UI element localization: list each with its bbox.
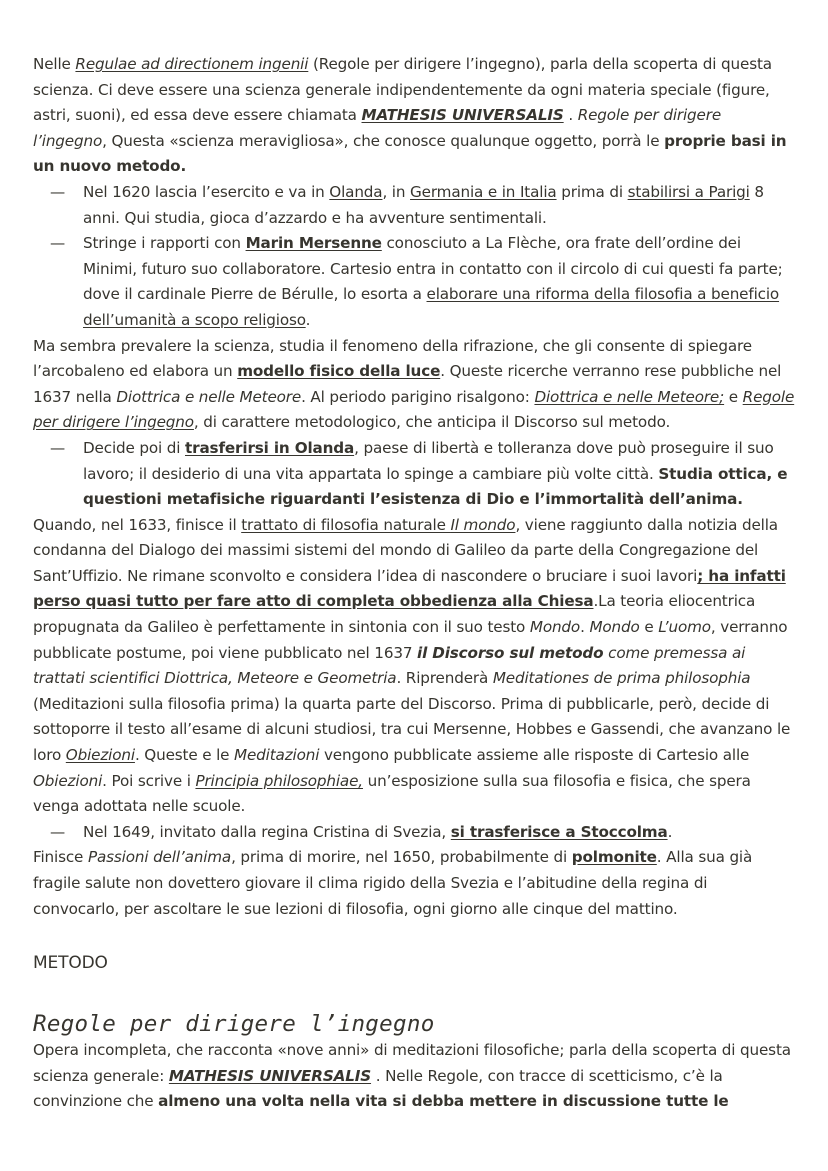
mathesis-universalis-term: MATHESIS UNIVERSALIS <box>361 106 564 125</box>
mathesis-universalis-term: MATHESIS UNIVERSALIS <box>168 1066 372 1085</box>
list-item: — Nel 1620 lascia l’esercito e va in Olanda, in Germania e in Italia prima di stabilirsi a Parigi 8 anni. Qui studia, gioca d’azzardo e ha avventure sentimentali. <box>83 180 795 231</box>
list-item: — Stringe i rapporti con Marin Mersenne conosciuto a La Flèche, ora frate dell’ordine dei Minimi, futuro suo collaboratore. Cartesio entra in contatto con il circolo di cui questi fa parte; dove il cardinale Pierre de Bérulle, lo esorta a elaborare una riforma della filosofia a beneficio dell’umanità a scopo religioso. <box>83 231 795 333</box>
paragraph-science: Ma sembra prevalere la scienza, studia il fenomeno della rifrazione, che gli consente di spiegare l’arcobaleno ed elabora un modello fisico della luce. Queste ricerche verranno rese pubbliche nel 1637 nella Diottrica e nelle Meteore. Al periodo parigino risalgono: Diottrica e nelle Meteore; e Regole per dirigere l’ingegno, di carattere metodologico, che anticipa il Discorso sul metodo. <box>33 336 795 432</box>
paragraph-regulae: Nelle Regulae ad directionem ingenii (Regole per dirigere l’ingegno), parla della scoperta di questa scienza. Ci deve essere una scienza generale indipendentemente da ogni materia speciale (figure, astri, suoni), ed essa deve essere chiamata MATHESIS UNIVERSALIS . Regole per dirigere l’ingegno, Questa «scienza meravigliosa», che conosce qualunque oggetto, porrà le proprie basi in un nuovo metodo. <box>33 55 787 176</box>
paragraph-galileo: Quando, nel 1633, finisce il trattato di filosofia naturale Il mondo, viene raggiunto dalla notizia della condanna del Dialogo dei massimi sistemi del mondo di Galileo da parte della Congregazione del Sant’Uffizio. Ne rimane sconvolto e considera l’idea di nascondere o bruciare i suoi lavori; ha infatti perso quasi tutto per fare atto di completa obbedienza alla Chiesa.La teoria eliocentrica propugnata da Galileo è perfettamente in sintonia con il suo testo Mondo. Mondo e L’uomo, verranno pubblicate postume, poi viene pubblicato nel 1637 il Discorso sul metodo come premessa ai trattati scientifici Diottrica, Meteore e Geometria. Riprenderà Meditationes de prima philosophia (Meditazioni sulla filosofia prima) la quarta parte del Discorso. Prima di pubblicarle, però, decide di sottoporre il testo all’esame di alcuni studiosi, tra cui Mersenne, Hobbes e Gassendi, che avanzano le loro Obiezioni. Queste e le Meditazioni vengono pubblicate assieme alle risposte di Cartesio alle Obiezioni. Poi scrive i Principia philosophiae, un’esposizione sulla sua filosofia e fisica, che spera venga adottata nelle scuole. <box>33 515 791 816</box>
dash-bullet: — <box>50 438 66 457</box>
regulae-title: Regulae ad directionem ingenii <box>75 55 309 73</box>
paragraph-regole: Opera incompleta, che racconta «nove anni» di meditazioni filosofiche; parla della scoperta di questa scienza generale: MATHESIS UNIVERSALIS . Nelle Regole, con tracce di scetticismo, c’è la convinzione che almeno una volta nella vita si debba mettere in discussione tutte le <box>33 1041 791 1111</box>
bullet-list-travels <box>33 180 795 334</box>
document-page <box>33 52 795 1115</box>
subheading-regole: Regole per dirigere l’ingegno <box>33 1011 435 1038</box>
dash-bullet: — <box>50 182 66 201</box>
bullet-list-holland <box>33 436 795 513</box>
dash-bullet: — <box>50 822 66 841</box>
section-heading-metodo: METODO <box>33 953 108 974</box>
list-item: — Nel 1649, invitato dalla regina Cristina di Svezia, si trasferisce a Stoccolma. <box>83 820 795 846</box>
paragraph-death: Finisce Passioni dell’anima, prima di morire, nel 1650, probabilmente di polmonite. Alla sua già fragile salute non dovettero giovare il clima rigido della Svezia e l’abitudine della regina di convocarlo, per ascoltare le sue lezioni di filosofia, ogni giorno alle cinque del mattino. <box>33 848 753 918</box>
list-item: — Decide poi di trasferirsi in Olanda, paese di libertà e tolleranza dove può proseguire il suo lavoro; il desiderio di una vita appartata lo spinge a cambiare più volte città. Studia ottica, e questioni metafisiche riguardanti l’esistenza di Dio e l’immortalità dell’anima. <box>83 436 795 513</box>
bullet-list-stockholm <box>33 820 795 846</box>
dash-bullet: — <box>50 234 66 253</box>
